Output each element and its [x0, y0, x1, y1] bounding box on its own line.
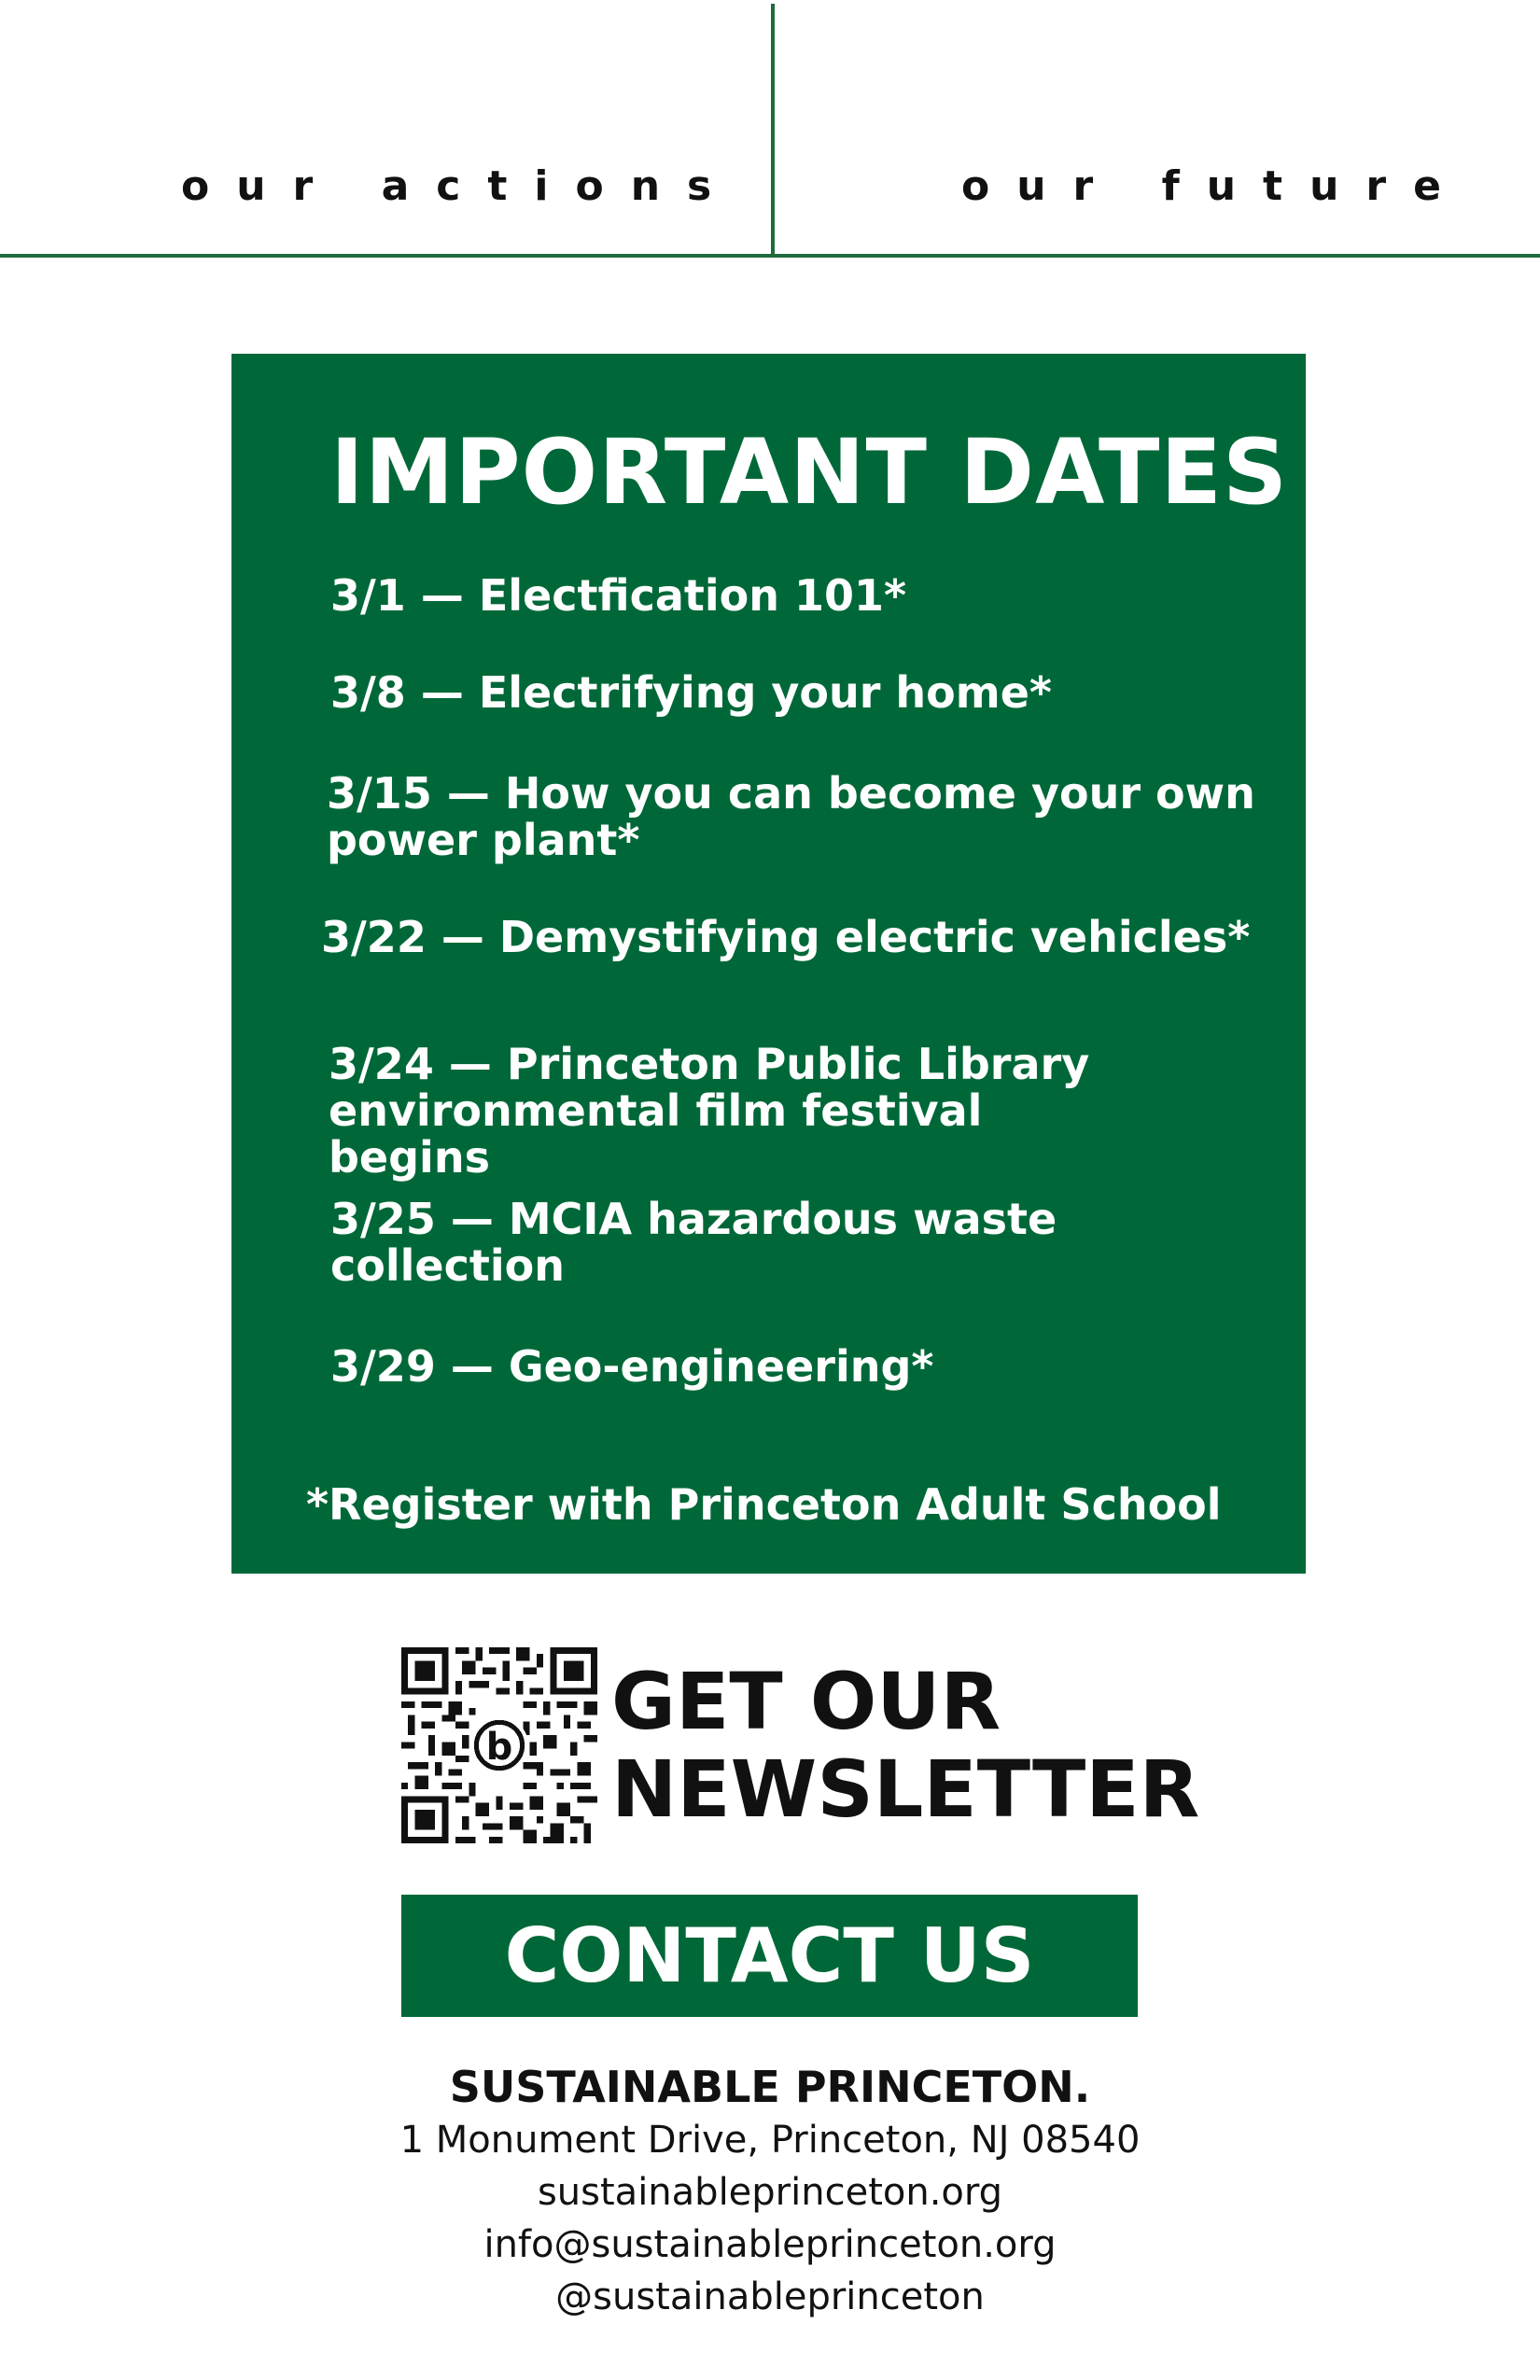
contact-us-button[interactable]: CONTACT US [401, 1895, 1138, 2017]
event-item: 3/1 — Electfication 101* [330, 570, 907, 621]
social-handle[interactable]: @sustainableprinceton [555, 2275, 985, 2318]
newsletter-line-2: NEWSLETTER [611, 1743, 1200, 1835]
header-divider-horizontal [0, 254, 1540, 258]
tagline-our-future: our future [961, 162, 1468, 210]
event-item: 3/22 — Demystifying electric vehicles* [321, 912, 1251, 962]
event-item: 3/15 — How you can become your own power plant* [327, 768, 1255, 865]
website-link[interactable]: sustainableprinceton.org [537, 2171, 1003, 2214]
important-dates-title: IMPORTANT DATES [330, 420, 1289, 525]
tagline-our-actions: our actions [181, 162, 739, 210]
event-item: 3/25 — MCIA hazardous waste collection [330, 1194, 1057, 1291]
newsletter-line-1: GET OUR [611, 1656, 1001, 1747]
newsletter-heading [611, 1658, 1199, 1833]
address-line: 1 Monument Drive, Princeton, NJ 08540 [399, 2119, 1141, 2162]
svg-text:b: b [485, 1726, 513, 1770]
event-item: 3/29 — Geo-engineering* [330, 1341, 934, 1392]
qr-code-icon[interactable] [401, 1647, 597, 1843]
event-item: 3/8 — Electrifying your home* [330, 667, 1052, 718]
header-divider-vertical [771, 4, 775, 258]
org-name: SUSTAINABLE PRINCETON. [449, 2062, 1091, 2112]
email-link[interactable]: info@sustainableprinceton.org [483, 2223, 1057, 2266]
register-note: *Register with Princeton Adult School [306, 1479, 1222, 1530]
event-item: 3/24 — Princeton Public Library environmental film festival begins [329, 1039, 1090, 1183]
important-dates-panel [231, 354, 1306, 1574]
